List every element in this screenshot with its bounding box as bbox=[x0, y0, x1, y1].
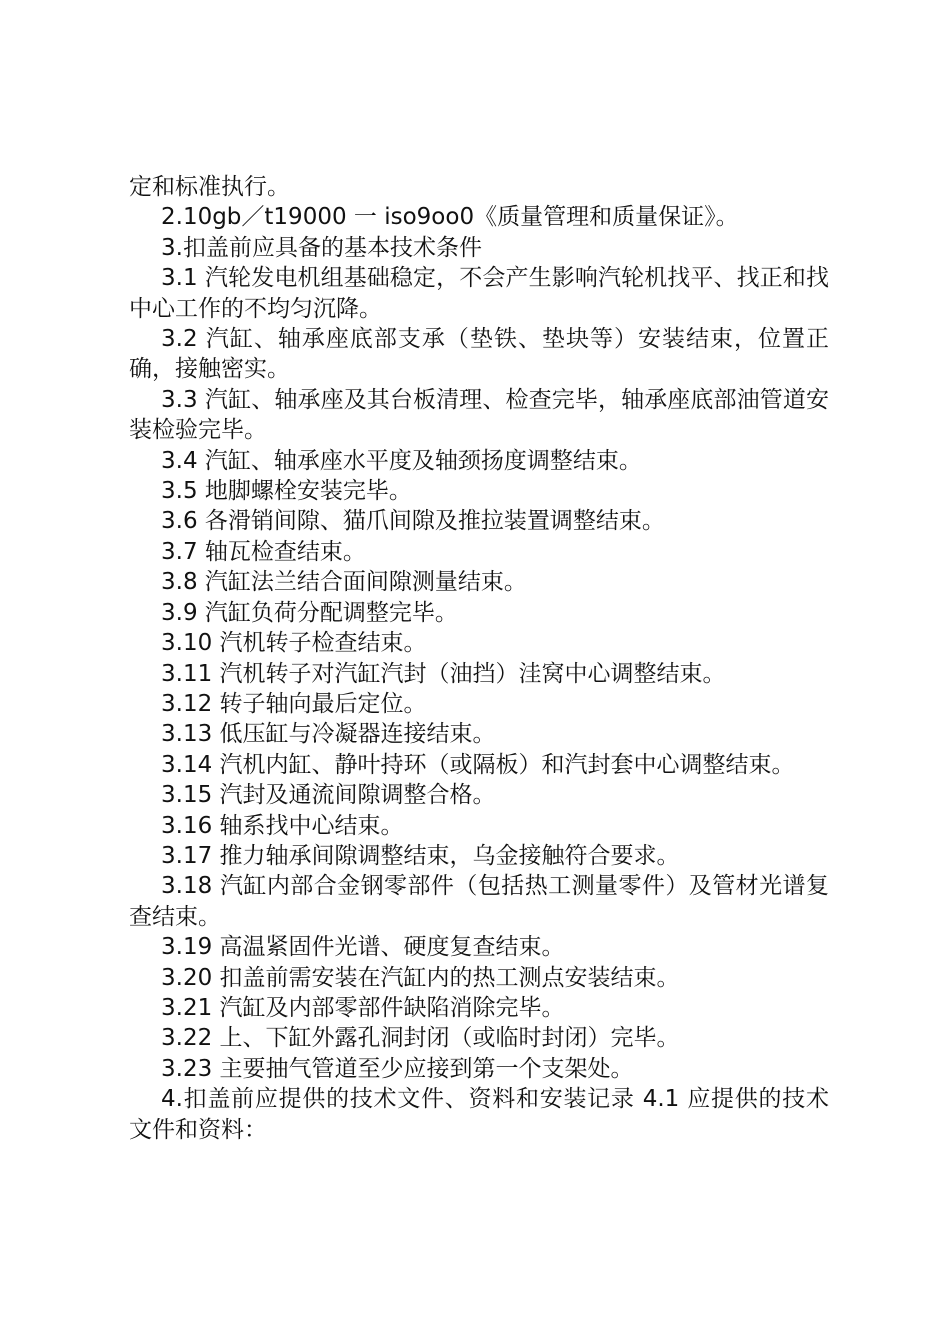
section-heading: 4.扣盖前应提供的技术文件、资料和安装记录 4.1 应提供的技术文件和资料： bbox=[129, 1086, 829, 1143]
paragraph: 3.4 汽缸、轴承座水平度及轴颈扬度调整结束。 bbox=[161, 447, 642, 474]
paragraph: 3.15 汽封及通流间隙调整合格。 bbox=[161, 782, 496, 809]
paragraph: 3.21 汽缸及内部零部件缺陷消除完毕。 bbox=[161, 994, 565, 1021]
paragraph: 3.8 汽缸法兰结合面间隙测量结束。 bbox=[161, 569, 527, 596]
paragraph: 3.14 汽机内缸、静叶持环（或隔板）和汽封套中心调整结束。 bbox=[161, 751, 795, 778]
paragraph: 3.5 地脚螺栓安装完毕。 bbox=[161, 478, 412, 505]
paragraph: 3.9 汽缸负荷分配调整完毕。 bbox=[161, 599, 458, 626]
paragraph: 定和标准执行。 bbox=[129, 174, 290, 200]
paragraph: 3.22 上、下缸外露孔洞封闭（或临时封闭）完毕。 bbox=[161, 1025, 680, 1052]
paragraph: 2.10gb／t19000 一 iso9oo0《质量管理和质量保证》。 bbox=[161, 204, 739, 231]
paragraph: 3.3 汽缸、轴承座及其台板清理、检查完毕，轴承座底部油管道安装检验完毕。 bbox=[129, 386, 829, 444]
paragraph: 3.1 汽轮发电机组基础稳定，不会产生影响汽轮机找平、找正和找中心工作的不均匀沉降。 bbox=[129, 265, 829, 322]
paragraph: 3.6 各滑销间隙、猫爪间隙及推拉装置调整结束。 bbox=[161, 508, 665, 535]
section-heading: 3.扣盖前应具备的基本技术条件 bbox=[161, 234, 482, 261]
paragraph: 3.23 主要抽气管道至少应接到第一个支架处。 bbox=[161, 1055, 634, 1082]
paragraph: 3.19 高温紧固件光谱、硬度复查结束。 bbox=[161, 934, 565, 961]
paragraph: 3.13 低压缸与冷凝器连接结束。 bbox=[161, 721, 496, 748]
paragraph: 3.11 汽机转子对汽缸汽封（油挡）洼窝中心调整结束。 bbox=[161, 660, 726, 687]
paragraph: 3.17 推力轴承间隙调整结束，乌金接触符合要求。 bbox=[161, 842, 680, 869]
paragraph: 3.7 轴瓦检查结束。 bbox=[161, 538, 366, 565]
paragraph: 3.18 汽缸内部合金钢零部件（包括热工测量零件）及管材光谱复查结束。 bbox=[129, 873, 829, 930]
paragraph: 3.16 轴系找中心结束。 bbox=[161, 812, 404, 839]
paragraph: 3.2 汽缸、轴承座底部支承（垫铁、垫块等）安装结束，位置正确，接触密实。 bbox=[129, 326, 829, 383]
paragraph: 3.20 扣盖前需安装在汽缸内的热工测点安装结束。 bbox=[161, 964, 680, 991]
paragraph: 3.10 汽机转子检查结束。 bbox=[161, 630, 427, 657]
paragraph: 3.12 转子轴向最后定位。 bbox=[161, 690, 427, 717]
document-body bbox=[129, 172, 829, 1145]
